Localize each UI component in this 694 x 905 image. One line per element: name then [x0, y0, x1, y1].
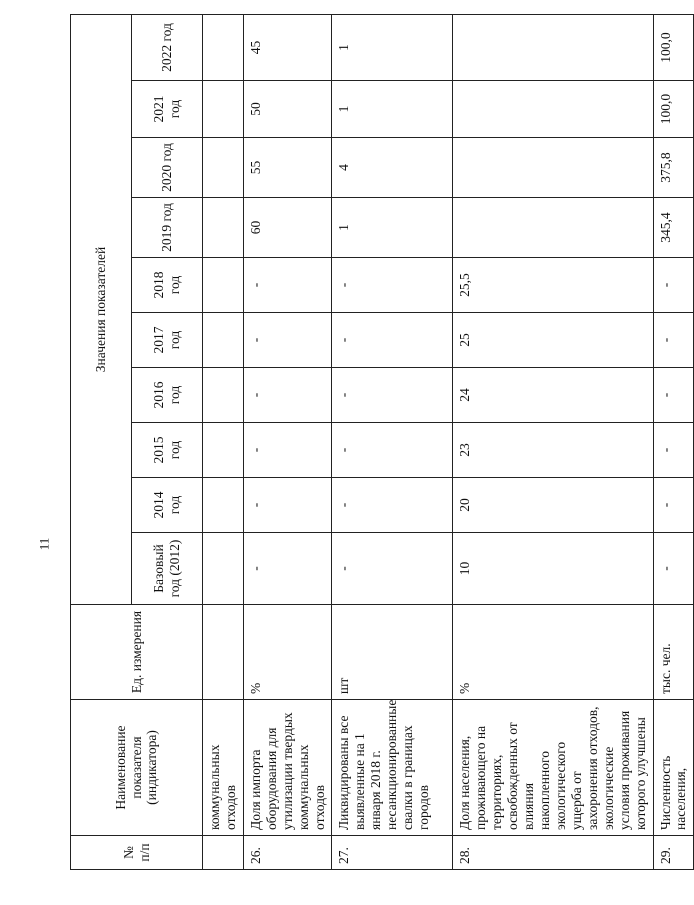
- header-name: Наименование показателя (индикатора): [71, 700, 203, 836]
- row-value: -: [332, 258, 453, 313]
- header-year: 2019 год: [132, 198, 203, 258]
- row-value: 375,8: [653, 138, 694, 198]
- header-unit: Ед. измерения: [71, 605, 203, 700]
- row-value: -: [243, 423, 332, 478]
- row-value: 20: [453, 478, 653, 533]
- row-value: -: [653, 423, 694, 478]
- header-year: 2018 год: [132, 258, 203, 313]
- header-num: № п/п: [71, 836, 203, 870]
- table-row: [453, 15, 653, 870]
- row-value: 25,5: [453, 258, 653, 313]
- table-row: [243, 15, 332, 870]
- row-value: -: [332, 533, 453, 605]
- continuation-row: [203, 15, 244, 870]
- row-unit: шт: [332, 605, 453, 700]
- row-value: 1: [332, 198, 453, 258]
- header-year: 2020 год: [132, 138, 203, 198]
- row-value: -: [653, 258, 694, 313]
- table-cell: [203, 836, 244, 870]
- continuation-text: коммунальных отходов: [203, 700, 244, 836]
- row-num: 29.: [653, 836, 694, 870]
- row-value: -: [653, 478, 694, 533]
- row-unit: %: [243, 605, 332, 700]
- row-value: -: [653, 368, 694, 423]
- row-value: [453, 15, 653, 81]
- header-year: 2015 год: [132, 423, 203, 478]
- row-value: 4: [332, 138, 453, 198]
- row-value: 60: [243, 198, 332, 258]
- row-value: 45: [243, 15, 332, 81]
- row-value: -: [243, 313, 332, 368]
- row-value: 100,0: [653, 15, 694, 81]
- row-value: -: [653, 533, 694, 605]
- header-year: 2014 год: [132, 478, 203, 533]
- page-number: 11: [36, 537, 52, 551]
- row-value: -: [332, 478, 453, 533]
- row-num: 26.: [243, 836, 332, 870]
- header-year: 2016 год: [132, 368, 203, 423]
- row-name: Доля импорта оборудования для утилизации твердых коммунальных отходов: [243, 700, 332, 836]
- row-value: 1: [332, 15, 453, 81]
- row-value: -: [243, 533, 332, 605]
- row-value: 1: [332, 81, 453, 138]
- row-name: Ликвидированы все выявленные на 1 января 2018 г. несанкционированные свалки в границах городов: [332, 700, 453, 836]
- row-value: 50: [243, 81, 332, 138]
- row-value: [453, 81, 653, 138]
- row-value: -: [243, 258, 332, 313]
- header-year: 2021 год: [132, 81, 203, 138]
- row-num: 27.: [332, 836, 453, 870]
- row-unit: %: [453, 605, 653, 700]
- table-row: [332, 15, 453, 870]
- row-unit: тыс. чел.: [653, 605, 694, 700]
- row-value: 345,4: [653, 198, 694, 258]
- row-value: -: [243, 368, 332, 423]
- row-value: -: [653, 313, 694, 368]
- row-value: 25: [453, 313, 653, 368]
- rotated-table-container: [70, 15, 689, 870]
- row-value: 10: [453, 533, 653, 605]
- header-row: [71, 15, 132, 870]
- row-value: 100,0: [653, 81, 694, 138]
- table-row: [653, 15, 694, 870]
- row-value: [453, 198, 653, 258]
- header-year: 2022 год: [132, 15, 203, 81]
- table-cell: [203, 605, 244, 700]
- row-num: 28.: [453, 836, 653, 870]
- row-value: [453, 138, 653, 198]
- row-value: 55: [243, 138, 332, 198]
- row-value: 23: [453, 423, 653, 478]
- row-name: Численность населения,: [653, 700, 694, 836]
- indicators-table: [70, 14, 694, 870]
- row-value: -: [332, 423, 453, 478]
- row-name: Доля населения, проживающего на территориях, освобожденных от влияния накопленного экологического ущерба от захоронения отходов, экологические условия проживания которого улучшены: [453, 700, 653, 836]
- header-values-group: Значения показателей: [71, 15, 132, 605]
- row-value: -: [243, 478, 332, 533]
- row-value: -: [332, 368, 453, 423]
- row-value: 24: [453, 368, 653, 423]
- row-value: -: [332, 313, 453, 368]
- header-year: Базовый год (2012): [132, 533, 203, 605]
- header-year: 2017 год: [132, 313, 203, 368]
